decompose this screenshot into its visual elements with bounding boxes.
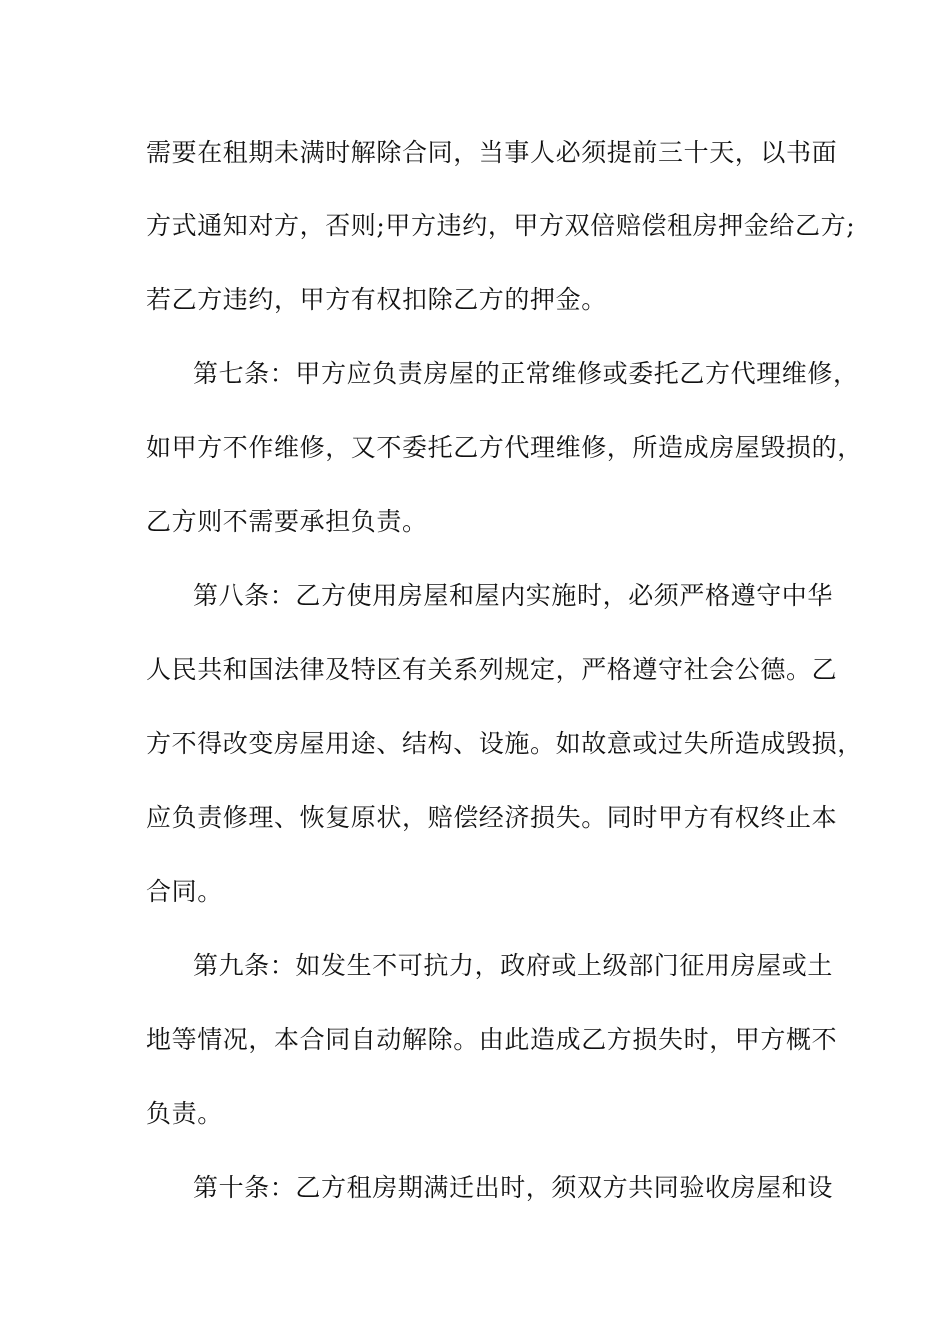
text-line: 人民共和国法律及特区有关系列规定，严格遵守社会公德。乙 — [146, 655, 838, 684]
text-line: 若乙方违约，甲方有权扣除乙方的押金。 — [146, 285, 607, 314]
article-10-heading-line: 第十条：乙方租房期满迁出时，须双方共同验收房屋和设 — [193, 1173, 834, 1202]
text-line: 需要在租期未满时解除合同，当事人必须提前三十天，以书面 — [146, 138, 838, 167]
text-line: 应负责修理、恢复原状，赔偿经济损失。同时甲方有权终止本 — [146, 803, 838, 832]
text-line: 如甲方不作维修，又不委托乙方代理维修，所造成房屋毁损的， — [146, 433, 863, 462]
text-line: 乙方则不需要承担负责。 — [146, 507, 428, 536]
text-line: 方不得改变房屋用途、结构、设施。如故意或过失所造成毁损， — [146, 729, 863, 758]
text-line: 合同。 — [146, 877, 223, 906]
article-8-heading-line: 第八条：乙方使用房屋和屋内实施时，必须严格遵守中华 — [193, 581, 834, 610]
text-line: 负责。 — [146, 1099, 223, 1128]
article-9-heading-line: 第九条：如发生不可抗力，政府或上级部门征用房屋或土 — [193, 951, 834, 980]
text-line: 地等情况，本合同自动解除。由此造成乙方损失时，甲方概不 — [146, 1025, 838, 1054]
article-7-heading-line: 第七条：甲方应负责房屋的正常维修或委托乙方代理维修， — [193, 359, 859, 388]
text-line: 方式通知对方，否则;甲方违约，甲方双倍赔偿租房押金给乙方; — [146, 211, 856, 240]
